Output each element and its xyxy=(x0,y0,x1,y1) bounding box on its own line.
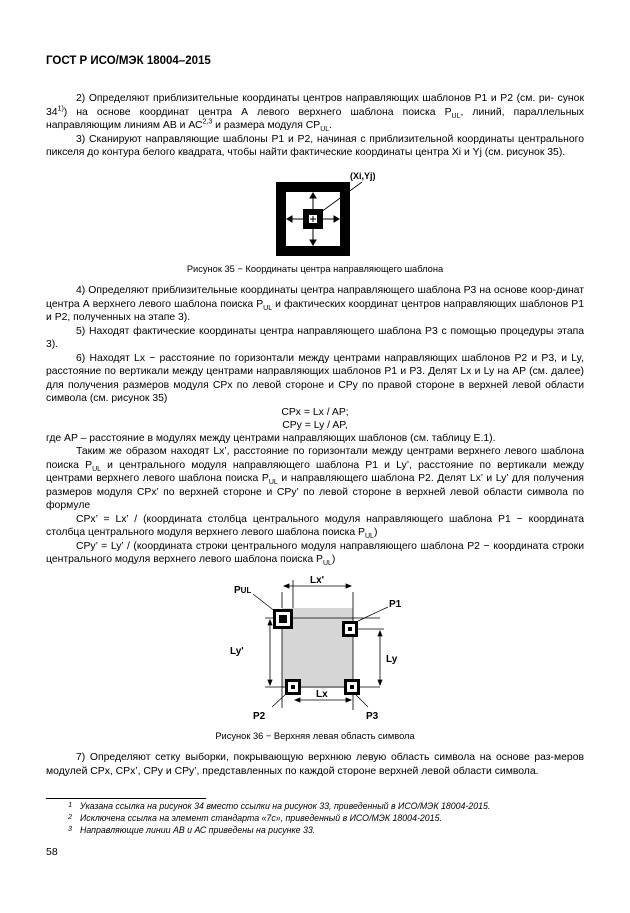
likewise-paragraph: Таким же образом находят Lx’, расстояние по горизонтали между центрами верхнего левого шаблона поиска $P_{UL}$ и центрального модуля направляющего шаблона P1 и Ly’, расстояние по вертикали между центрами верхнего левого шаблона поиска $P_{UL}$ и направляющего шаблона P2. Делят Lx’ и Ly’ для получения размеров модуля CPx’ по верхней стороне и CPy’ по левой стороне в верхней левой области символа по формуле xyxy=(46,446,585,511)
step-7-block xyxy=(46,751,584,778)
figure-36-caption: Рисунок 36 − Верхняя левая область символа xyxy=(215,731,415,741)
label-lx-prime: Lx' xyxy=(310,575,325,586)
label-ly-prime: Ly' xyxy=(230,646,244,657)
where-text: где AP – расстояние в модулях между центрами направляющих шаблонов (см. таблицу Е.1). xyxy=(46,432,496,444)
step-4: 4) Определяют приблизительные координаты центра направляющего шаблона P3 на основе коор-динат центра А верхнего левого шаблона поиска $P_{UL}$ и фактических координат центров направляющих шаблонов P1 и P2, полученных на этапе 3). xyxy=(46,285,584,323)
label-ly: Ly xyxy=(386,654,398,665)
label-lx: Lx xyxy=(316,689,328,700)
step-2: 2) Определяют приблизительные координаты центров направляющих шаблонов P1 и P2 (см. ри- сунок 34$^{1)}$) на основе координат центра А левого верхнего шаблона поиска $P_{UL}$, линий, параллельных направляющим линиям АВ и АС$^{2,3}$ и размера модуля $CP_{UL}$. xyxy=(46,93,584,134)
footnote-2: 2 Исключена ссылка на элемент стандарта «7c», приведенный в ИСО/МЭК 18004-2015. xyxy=(68,813,442,823)
step-6: 6) Находят Lx − расстояние по горизонтали между центрами направляющих шаблонов P2 и P3, и Ly, расстояние по вертикали между центрами направляющих шаблонов P1 и P3. Делят Lx и Ly на AP (см. далее) для получения размеров модуля CPx по левой стороне и CPy по правой стороне в верхней левой области символа (см. рисунок 35) xyxy=(46,352,584,404)
figure-35 xyxy=(270,168,390,260)
label-pul: PUL xyxy=(234,585,252,596)
formula-cpx: CPx = Lx / AP; xyxy=(281,406,349,418)
step-5: 5) Находят фактические координаты центра направляющего шаблона P3 с помощью процедуры этапа 3). xyxy=(46,325,584,350)
footnote-1: 1 Указана ссылка на рисунок 34 вместо ссылки на рисунок 33, приведенный в ИСО/МЭК 18004-2015. xyxy=(68,801,491,811)
step-7: 7) Определяют сетку выборки, покрывающую верхнюю левую область символа на основе раз-меров модулей CPx, CPx’, CPy и CPy’, представленных по каждой стороне верхней левой области символа. xyxy=(46,752,584,777)
label-p1: P1 xyxy=(389,599,402,610)
alignment-pattern-p3 xyxy=(344,679,360,695)
figure-35-caption: Рисунок 35 − Координаты центра направляющего шаблона xyxy=(186,264,444,274)
alignment-pattern-p2 xyxy=(285,679,301,695)
steps-4-6 xyxy=(46,284,584,567)
formula-cpy: CPy = Ly / AP, xyxy=(282,419,348,431)
formula-cpy-prime: CPy’ = Ly’ / (координата строки центрального модуля направляющего шаблона P2 − координата строки центрального модуля верхнего левого шаблона поиска $P_{UL}$) xyxy=(46,540,584,568)
footnote-divider xyxy=(46,798,206,799)
figure-36 xyxy=(220,570,420,725)
formula-cpx-prime: CPx’ = Lx’ / (координата столбца центрального модуля направляющего шаблона P1 − координата столбца центрального модуля верхнего левого шаблона поиска $P_{UL}$) xyxy=(46,513,584,541)
page-number: 58 xyxy=(46,846,58,858)
footnote-3: 3 Направляющие линии АВ и АС приведены на рисунке 33. xyxy=(68,825,316,835)
step-3: 3) Сканируют направляющие шаблоны P1 и P2, начиная с приблизительной координаты центрального пикселя до контура белого квадрата, чтобы найти фактические координаты центра Xi и Yj (см. рисунок 35). xyxy=(46,133,584,158)
label-p3: P3 xyxy=(366,711,379,722)
steps-2-3 xyxy=(46,92,584,160)
center-coordinate-label: (Xi,Yj) xyxy=(350,171,376,181)
label-p2: P2 xyxy=(253,711,266,722)
alignment-pattern-p1 xyxy=(342,621,358,637)
page-header: ГОСТ Р ИСО/МЭК 18004–2015 xyxy=(46,55,211,67)
